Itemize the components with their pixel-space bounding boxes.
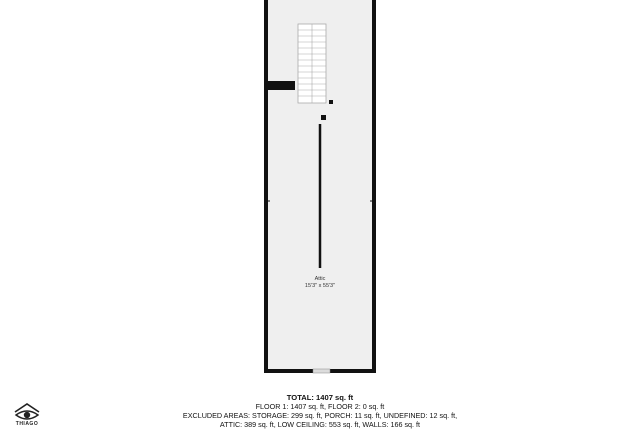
area-summary bbox=[160, 393, 480, 429]
post-1 bbox=[329, 100, 333, 104]
total-area: TOTAL: 1407 sq. ft bbox=[286, 393, 354, 402]
excluded-areas: EXCLUDED AREAS: STORAGE: 299 sq. ft, PORCH: 11 sq. ft, UNDEFINED: 12 sq. ft, bbox=[182, 411, 458, 420]
logo-text: THIAGO bbox=[15, 421, 39, 427]
excluded-areas-cont: ATTIC: 389 sq. ft, LOW CEILING: 553 sq. ft, WALLS: 166 sq. ft bbox=[219, 420, 421, 429]
door-opening bbox=[313, 369, 330, 373]
post-2 bbox=[321, 115, 326, 120]
staircase bbox=[298, 24, 326, 103]
wall-stub bbox=[266, 81, 295, 90]
room-name: Attic bbox=[314, 276, 326, 282]
room-dimensions: 15'3" x 55'3" bbox=[304, 283, 336, 289]
floor-areas: FLOOR 1: 1407 sq. ft, FLOOR 2: 0 sq. ft bbox=[255, 402, 385, 411]
